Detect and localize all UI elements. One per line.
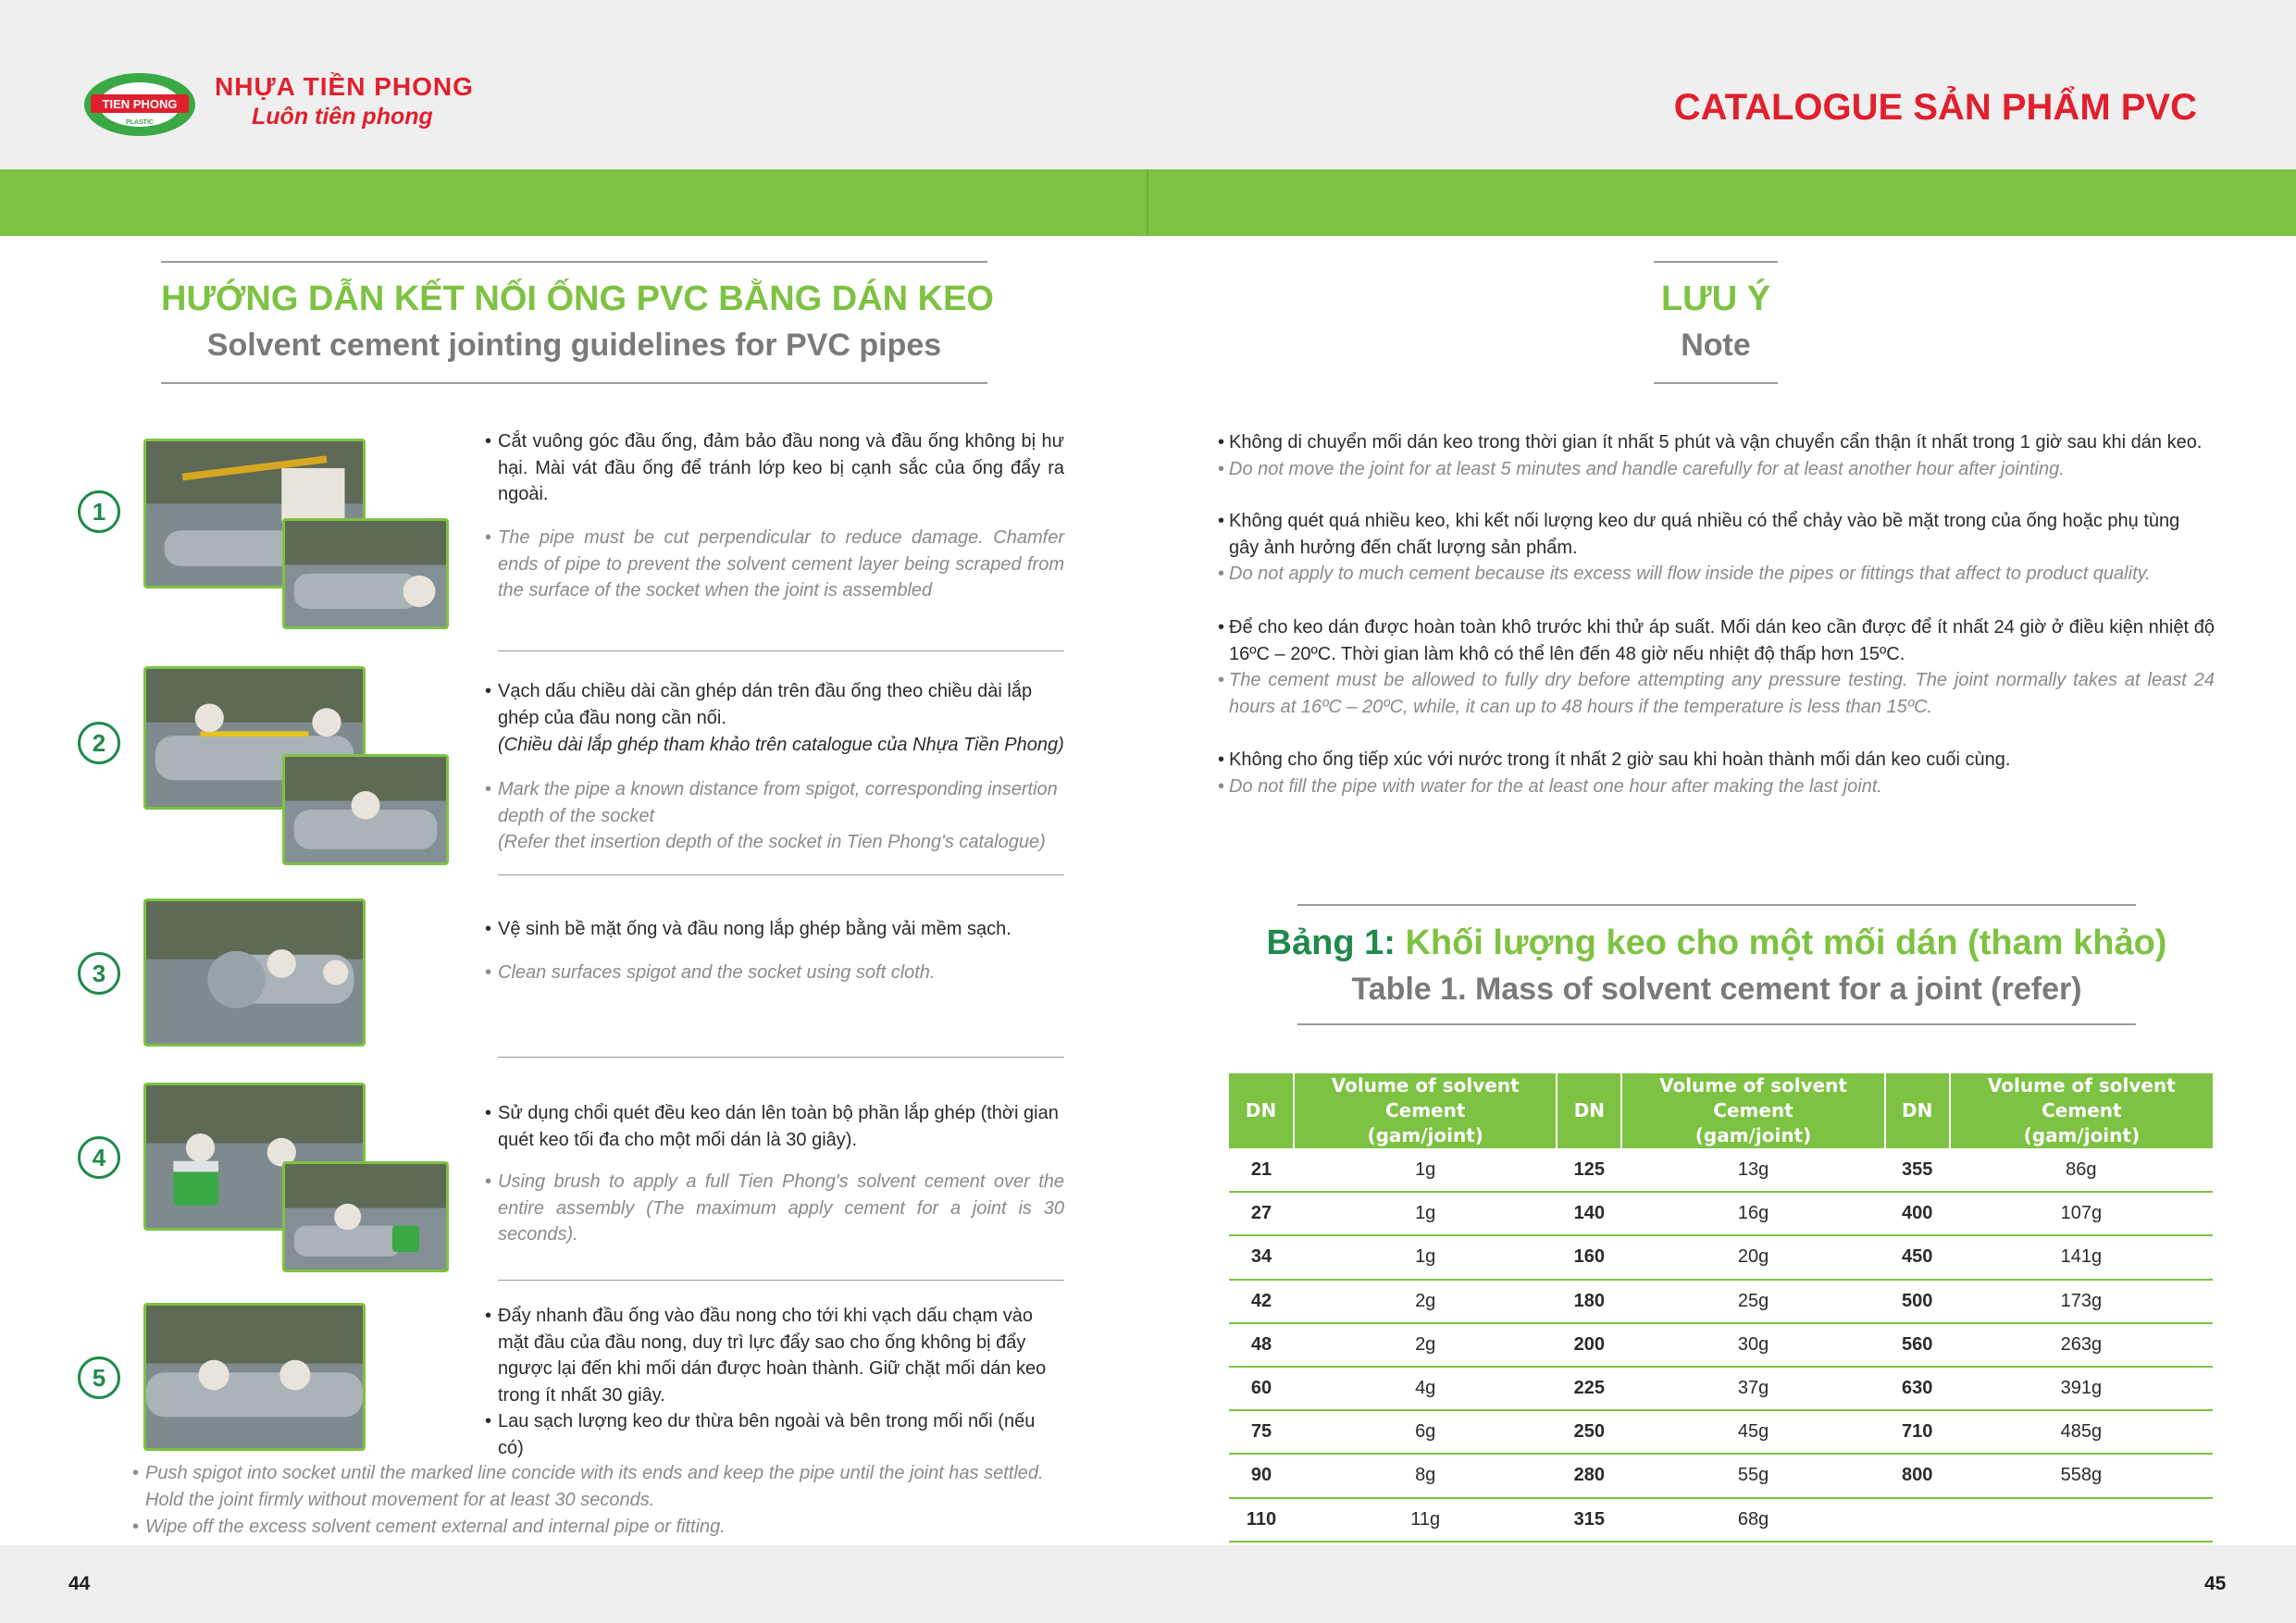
table-row <box>1229 1148 2213 1192</box>
step-2-photo-marking <box>282 754 449 865</box>
note-title-en: Note <box>1681 328 1751 363</box>
table-cell-mass: 4g <box>1294 1367 1557 1410</box>
table-cell-dn: 27 <box>1229 1192 1294 1235</box>
table-cell-dn: 500 <box>1885 1280 1950 1323</box>
note-3-en: The cement must be allowed to fully dry before attempting any pressure testing. The joint normally takes at least 24 hours at 16ºC – 20ºC, while, it can up to 48 hours if the temperature is less than 15ºC. <box>1229 670 2215 717</box>
note-1-en-line: • Do not move the joint for at least 5 minutes and handle carefully for at least another hour after jointing. <box>1218 458 2065 479</box>
table-cell-dn: 225 <box>1557 1367 1621 1410</box>
step-4-photo-brushing <box>282 1161 449 1272</box>
note-3 <box>1218 614 2215 720</box>
table-cell-dn: 160 <box>1557 1235 1621 1279</box>
table-cell-dn: 315 <box>1557 1498 1621 1542</box>
note-2 <box>1218 508 2215 588</box>
step-5-vi: Đẩy nhanh đầu ống vào đầu nong cho tới khi vạch dấu chạm vào mặt đầu của đầu nong, duy trì lực đẩy sao cho ống không bị đẩy ngược lại đến khi mối dán được hoàn thành. Giữ chặt mối dán keo trong ít nhất 30 giây. <box>498 1306 1047 1406</box>
table-cell-dn: 110 <box>1229 1498 1294 1542</box>
table-title-vi <box>1231 923 2203 963</box>
step-5-en-2: Wipe off the excess solvent cement external and internal pipe or fitting. <box>145 1517 726 1537</box>
table-cell-mass: 20g <box>1621 1235 1884 1279</box>
table-cell-mass: 30g <box>1621 1323 1884 1367</box>
note-heading-bottom-rule <box>1654 382 1778 384</box>
step-4-en: Using brush to apply a full Tien Phong's solvent cement over the entire assembly (The maximum apply cement for a joint is 30 seconds). <box>498 1171 1064 1245</box>
table-cell-mass: 55g <box>1621 1454 1884 1497</box>
table-row <box>1229 1192 2213 1235</box>
step-5-photo-joining <box>143 1303 366 1451</box>
table-cell-dn: 21 <box>1229 1148 1294 1192</box>
step-1-photo-chamfer <box>282 518 449 629</box>
step-4-number: 4 <box>78 1136 120 1179</box>
step-5-text-vi: • Đẩy nhanh đầu ống vào đầu nong cho tới khi vạch dấu chạm vào mặt đầu của đầu nong, duy trì lực đẩy sao cho ống không bị đẩy ngược lại đến khi mối dán được hoàn thành. Giữ chặt mối dán keo trong ít nhất 30 giây. <box>485 1306 1047 1406</box>
table-title-label: Bảng 1: <box>1266 923 1396 962</box>
table-cell-dn: 800 <box>1885 1454 1950 1497</box>
step-2-text-en: • Mark the pipe a known distance from spigot, corresponding insertion depth of the socket <box>485 779 1058 826</box>
table-cell-mass: 13g <box>1621 1148 1884 1192</box>
green-banner <box>0 169 2296 236</box>
table-cell-dn: 710 <box>1885 1410 1950 1454</box>
table-cell-mass: 485g <box>1950 1410 2213 1454</box>
table-cell-dn: 180 <box>1557 1280 1621 1323</box>
left-heading-top-rule <box>161 261 987 263</box>
note-4-en: Do not fill the pipe with water for the at least one hour after making the last joint. <box>1229 775 1882 797</box>
header-volume-1 <box>1294 1073 1557 1148</box>
left-heading-bottom-rule <box>161 382 987 384</box>
header-volume-2 <box>1621 1073 1884 1148</box>
note-2-vi-line: • Không quét quá nhiều keo, khi kết nối lượng keo dư quá nhiều có thể chảy vào bề mặt trong của ống hoặc phụ tùng gây ảnh hưởng đến chất lượng sản phẩm. <box>1218 511 2180 558</box>
note-3-vi-line: • Để cho keo dán được hoàn toàn khô trước khi thử áp suất. Mối dán keo cần được để ít nhất 24 giờ ở điều kiện nhiệt độ 16ºC – 20ºC. Thời gian làm khô có thể lên đến 48 giờ nếu nhiệt độ thấp hơn 15ºC. <box>1218 617 2215 664</box>
left-title-vi: HƯỚNG DẪN KẾT NỐI ỐNG PVC BẰNG DÁN KEO <box>161 279 994 318</box>
table-cell-dn: 34 <box>1229 1235 1294 1279</box>
table-cell-mass: 11g <box>1294 1498 1557 1542</box>
note-1-vi: Không di chuyển mối dán keo trong thời gian ít nhất 5 phút và vận chuyển cẩn thận ít nhất trong 1 giờ sau khi dán keo. <box>1229 432 2203 452</box>
logo-text: TIEN PHONG <box>102 97 178 111</box>
step-4-vi: Sử dụng chổi quét đều keo dán lên toàn bộ phần lắp ghép (thời gian quét keo tối đa cho một mối dán là 30 giây). <box>498 1103 1059 1150</box>
step-separator <box>498 1057 1064 1058</box>
table-cell-mass: 86g <box>1950 1148 2213 1192</box>
table-cell-mass: 391g <box>1950 1367 2213 1410</box>
step-3-number: 3 <box>78 952 120 995</box>
step-2-en: Mark the pipe a known distance from spigot, corresponding insertion depth of the socket <box>498 779 1058 826</box>
step-1-text-vi: • Cắt vuông góc đầu ống, đảm bảo đầu nong và đầu ống không bị hư hại. Mài vát đầu ống để tránh lớp keo bị cạnh sắc của ống đẩy ra ngoài. <box>485 431 1064 504</box>
header-volume-3 <box>1950 1073 2213 1148</box>
table-cell-mass: 141g <box>1950 1235 2213 1279</box>
step-3-text-en: • Clean surfaces spigot and the socket using soft cloth. <box>485 962 936 983</box>
step-1-vi: Cắt vuông góc đầu ống, đảm bảo đầu nong và đầu ống không bị hư hại. Mài vát đầu ống để tránh lớp keo bị cạnh sắc của ống đẩy ra ngoài. <box>498 431 1064 504</box>
table-cell-mass: 263g <box>1950 1323 2213 1367</box>
table-title-en: Table 1. Mass of solvent cement for a joint (refer) <box>1351 972 2082 1007</box>
table-cell-mass: 68g <box>1621 1498 1884 1542</box>
table-cell-mass: 107g <box>1950 1192 2213 1235</box>
step-3-vi: Vệ sinh bề mặt ống và đầu nong lắp ghép bằng vải mềm sạch. <box>498 919 1011 939</box>
table-cell-mass: 1g <box>1294 1148 1557 1192</box>
table-cell-mass: 8g <box>1294 1454 1557 1497</box>
header-dn-2: DN <box>1557 1073 1621 1148</box>
step-5-text-vi-2: • Lau sạch lượng keo dư thừa bên ngoài và bên trong mối nối (nếu có) <box>485 1411 1036 1458</box>
table-header-row <box>1229 1073 2213 1148</box>
table-row <box>1229 1454 2213 1497</box>
table-row <box>1229 1235 2213 1279</box>
table-cell-dn: 400 <box>1885 1192 1950 1235</box>
note-1 <box>1218 429 2215 482</box>
note-2-en-line: • Do not apply to much cement because its excess will flow inside the pipes or fittings that affect to product quality. <box>1218 564 2151 584</box>
table-cell-dn: 630 <box>1885 1367 1950 1410</box>
step-separator <box>498 1280 1064 1281</box>
header-volume-label: Volume of solvent Cement <box>1659 1074 1847 1121</box>
step-2-note-en <box>498 829 1064 856</box>
header-dn-1: DN <box>1229 1073 1294 1148</box>
header-dn-3: DN <box>1885 1073 1950 1148</box>
table-cell-dn: 450 <box>1885 1235 1950 1279</box>
page-number-left: 44 <box>68 1573 91 1594</box>
catalogue-title: CATALOGUE SẢN PHẨM PVC <box>1673 87 2197 128</box>
table-cell-dn: 355 <box>1885 1148 1950 1192</box>
table-cell-mass: 16g <box>1621 1192 1884 1235</box>
header-volume-label: Volume of solvent Cement <box>1331 1074 1520 1121</box>
tien-phong-logo <box>83 72 196 137</box>
table-cell-dn: 560 <box>1885 1323 1950 1367</box>
table-row <box>1229 1280 2213 1323</box>
step-3-photo-cleaning <box>143 898 366 1047</box>
step-2-text-vi: • Vạch dấu chiều dài cần ghép dán trên đầu ống theo chiều dài lắp ghép của đầu nong cần nối. <box>485 681 1033 728</box>
table-cell-dn: 90 <box>1229 1454 1294 1497</box>
table-cell-dn <box>1885 1498 1950 1542</box>
step-3-en: Clean surfaces spigot and the socket using soft cloth. <box>498 962 936 983</box>
table-cell-dn: 125 <box>1557 1148 1621 1192</box>
step-3-text-vi: • Vệ sinh bề mặt ống và đầu nong lắp ghép bằng vải mềm sạch. <box>485 919 1011 939</box>
note-title-vi: LƯU Ý <box>1660 279 1771 318</box>
table-cell-mass: 25g <box>1621 1280 1884 1323</box>
table-cell-mass: 558g <box>1950 1454 2213 1497</box>
step-2-note-vi <box>498 732 1064 759</box>
table-cell-dn: 200 <box>1557 1323 1621 1367</box>
table-cell-mass: 6g <box>1294 1410 1557 1454</box>
step-separator <box>498 874 1064 875</box>
note-2-en: Do not apply to much cement because its excess will flow inside the pipes or fittings that affect to product quality. <box>1229 564 2151 584</box>
step-2-en-note: (Refer thet insertion depth of the socket in Tien Phong's catalogue) <box>498 832 1046 852</box>
note-1-vi-line: • Không di chuyển mối dán keo trong thời gian ít nhất 5 phút và vận chuyển cẩn thận ít nhất trong 1 giờ sau khi dán keo. <box>1218 432 2203 452</box>
note-2-vi: Không quét quá nhiều keo, khi kết nối lượng keo dư quá nhiều có thể chảy vào bề mặt trong của ống hoặc phụ tùng gây ảnh hưởng đến chất lượng sản phẩm. <box>1229 511 2180 558</box>
table-cell-dn: 42 <box>1229 1280 1294 1323</box>
table-cell-dn: 140 <box>1557 1192 1621 1235</box>
step-2-vi: Vạch dấu chiều dài cần ghép dán trên đầu ống theo chiều dài lắp ghép của đầu nong cần nối. <box>498 681 1033 728</box>
step-1-text-en: • The pipe must be cut perpendicular to reduce damage. Chamfer ends of pipe to prevent the solvent cement layer being scraped from the surface of the socket when the joint is assembled <box>485 527 1064 601</box>
note-3-en-line: • The cement must be allowed to fully dry before attempting any pressure testing. The joint normally takes at least 24 hours at 16ºC – 20ºC, while, it can up to 48 hours if the temperature is less than 15ºC. <box>1218 670 2215 717</box>
step-4-text-en: • Using brush to apply a full Tien Phong's solvent cement over the entire assembly (The maximum apply cement for a joint is 30 seconds). <box>485 1171 1064 1245</box>
note-heading-top-rule <box>1654 261 1778 263</box>
table-cell-mass: 173g <box>1950 1280 2213 1323</box>
note-3-vi: Để cho keo dán được hoàn toàn khô trước khi thử áp suất. Mối dán keo cần được để ít nhất 24 giờ ở điều kiện nhiệt độ 16ºC – 20ºC. Thời gian làm khô có thể lên đến 48 giờ nếu nhiệt độ thấp hơn 15ºC. <box>1229 617 2215 664</box>
step-5-en: Push spigot into socket until the marked line concide with its ends and keep the pipe until the joint has settled. Hold the joint firmly without movement for at least 30 seconds. <box>145 1463 1044 1510</box>
step-5-text-en: • Push spigot into socket until the marked line concide with its ends and keep the pipe until the joint has settled. Hold the joint firmly without movement for at least 30 seconds. <box>132 1463 1044 1510</box>
brand-slogan: Luôn tiên phong <box>252 104 433 130</box>
table-row <box>1229 1498 2213 1542</box>
table-cell-dn: 75 <box>1229 1410 1294 1454</box>
footer-band <box>0 1545 2296 1623</box>
table-cell-mass: 1g <box>1294 1192 1557 1235</box>
table-cell-mass: 2g <box>1294 1323 1557 1367</box>
brand-name: NHỰA TIỀN PHONG <box>215 72 474 101</box>
table-cell-dn: 280 <box>1557 1454 1621 1497</box>
step-5-number: 5 <box>78 1357 120 1399</box>
note-4-vi: Không cho ống tiếp xúc với nước trong ít nhất 2 giờ sau khi hoàn thành mối dán keo cuối cùng. <box>1229 750 2011 770</box>
table-row <box>1229 1323 2213 1367</box>
step-2-number: 2 <box>78 722 120 764</box>
table-cell-mass: 1g <box>1294 1235 1557 1279</box>
table-title-vi-text: Khối lượng keo cho một mối dán (tham khảo) <box>1405 923 2167 962</box>
table-row <box>1229 1367 2213 1410</box>
step-separator <box>498 650 1064 651</box>
table-heading-top-rule <box>1297 904 2136 906</box>
table-cell-mass: 37g <box>1621 1367 1884 1410</box>
header-volume-unit: (gam/joint) <box>1694 1124 1812 1146</box>
step-1-number: 1 <box>78 490 120 533</box>
table-cell-dn: 250 <box>1557 1410 1621 1454</box>
page-spine <box>1147 169 1148 236</box>
table-row <box>1229 1410 2213 1454</box>
header-volume-unit: (gam/joint) <box>2023 1124 2141 1146</box>
note-4 <box>1218 747 2215 799</box>
left-title-en: Solvent cement jointing guidelines for PVC pipes <box>206 328 942 363</box>
step-2-vi-note: (Chiều dài lắp ghép tham khảo trên catalogue của Nhựa Tiền Phong) <box>498 735 1064 755</box>
logo-subtext: PLASTIC <box>126 119 154 126</box>
table-cell-mass <box>1950 1498 2213 1542</box>
note-4-vi-line: • Không cho ống tiếp xúc với nước trong ít nhất 2 giờ sau khi hoàn thành mối dán keo cuối cùng. <box>1218 750 2011 770</box>
step-4-text-vi: • Sử dụng chổi quét đều keo dán lên toàn bộ phần lắp ghép (thời gian quét keo tối đa cho một mối dán là 30 giây). <box>485 1103 1059 1150</box>
table-cell-dn: 60 <box>1229 1367 1294 1410</box>
step-5-text-en-2: • Wipe off the excess solvent cement external and internal pipe or fitting. <box>132 1517 726 1537</box>
page-number-right: 45 <box>2204 1573 2227 1594</box>
header-volume-label: Volume of solvent Cement <box>1987 1074 2176 1121</box>
note-1-en: Do not move the joint for at least 5 minutes and handle carefully for at least another hour after jointing. <box>1229 458 2065 479</box>
table-cell-mass: 45g <box>1621 1410 1884 1454</box>
note-4-en-line: • Do not fill the pipe with water for the at least one hour after making the last joint. <box>1218 775 1882 797</box>
step-5-vi-2: Lau sạch lượng keo dư thừa bên ngoài và bên trong mối nối (nếu có) <box>498 1411 1036 1458</box>
solvent-cement-table <box>1229 1073 2213 1542</box>
table-cell-dn: 48 <box>1229 1323 1294 1367</box>
header-volume-unit: (gam/joint) <box>1367 1124 1483 1146</box>
table-cell-mass: 2g <box>1294 1280 1557 1323</box>
step-1-en: The pipe must be cut perpendicular to reduce damage. Chamfer ends of pipe to prevent the solvent cement layer being scraped from the surface of the socket when the joint is assembled <box>498 527 1064 601</box>
table-heading-bottom-rule <box>1297 1023 2136 1025</box>
